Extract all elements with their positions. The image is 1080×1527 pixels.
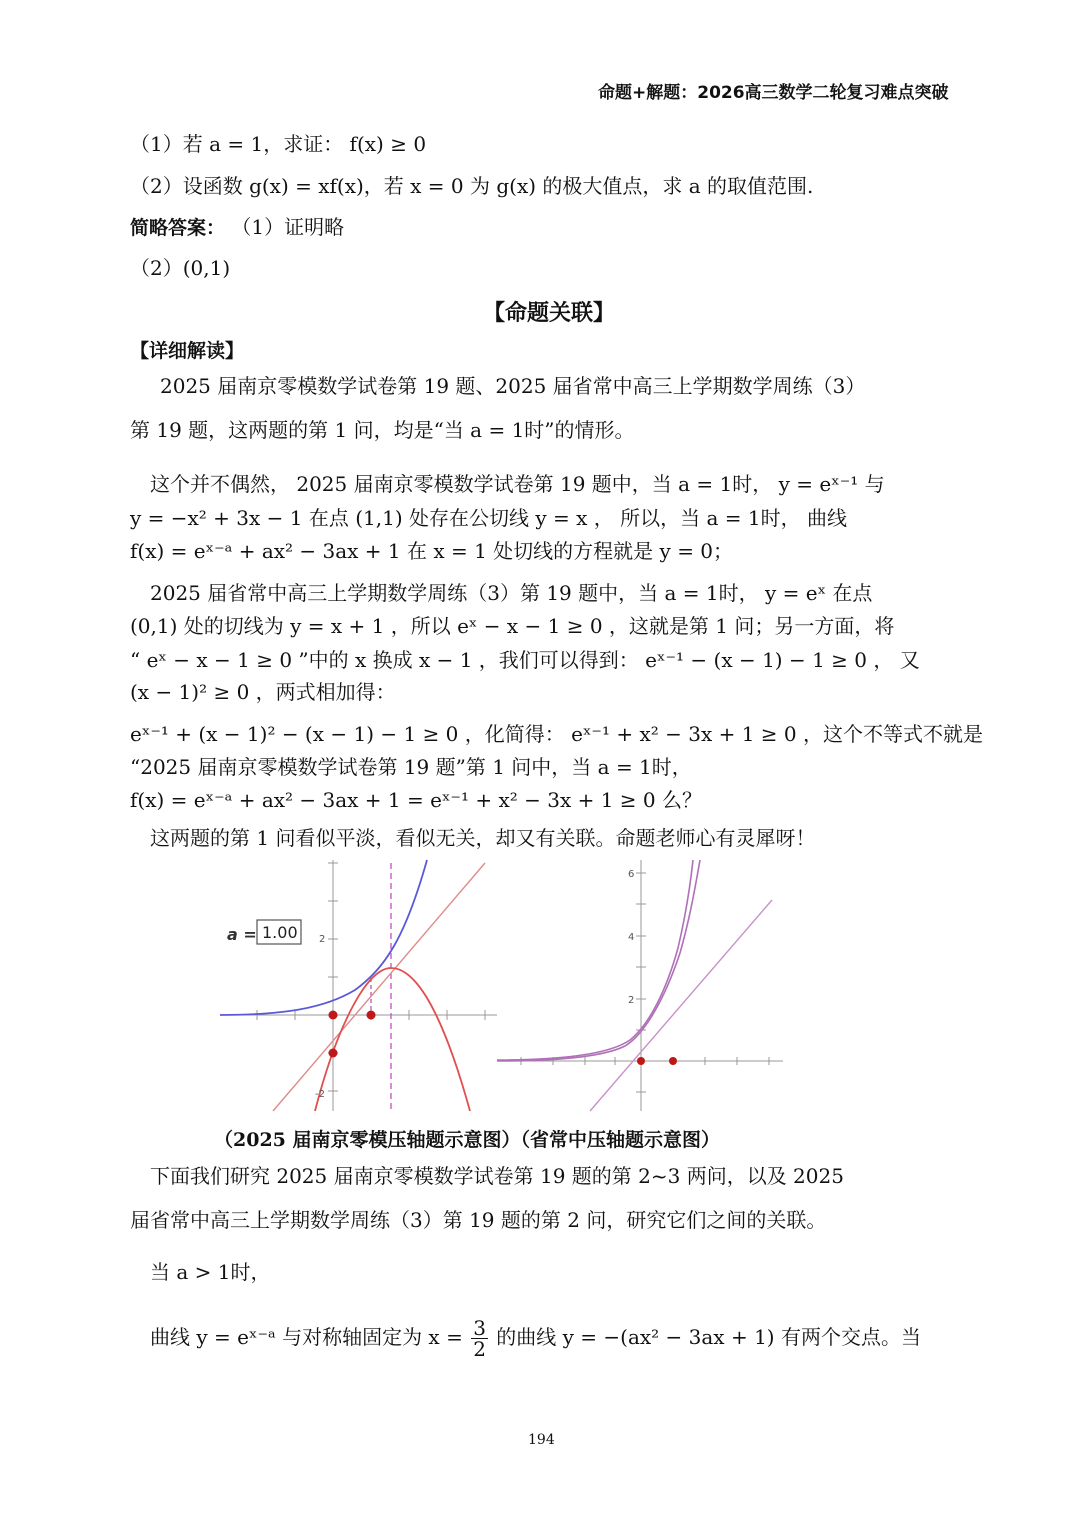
p2-line2: y = −x² + 3x − 1 在点 (1,1) 处存在公切线 y = x ， 所以，当 a = 1时， 曲线 [130,506,847,530]
p8-fraction-den: 2 [473,1337,486,1361]
fig1-tangent-line [273,863,485,1111]
question-1: （1）若 a = 1，求证： f(x) ≥ 0 [130,132,427,156]
p8-fraction [471,1318,488,1359]
p5: 这两题的第 1 问看似平淡，看似无关，却又有关联。命题老师心有灵犀呀！ [150,826,816,850]
page-header: 命题+解题：2026高三数学二轮复习难点突破 [598,83,949,103]
fig2-point-x [669,1057,677,1065]
p6-line1: 下面我们研究 2025 届南京零模数学试卷第 19 题的第 2~3 两问，以及 2025 [150,1164,844,1188]
p3-line4: (x − 1)² ≥ 0 ，两式相加得： [130,680,396,704]
fig1-point-x [367,1011,376,1020]
p8-pre: 曲线 y = eˣ⁻ᵃ 与对称轴固定为 x = [150,1325,463,1349]
section-title: 【命题关联】 [483,301,616,326]
p7: 当 a > 1时， [150,1260,271,1284]
p8-post: 的曲线 y = −(ax² − 3ax + 1) 有两个交点。当 [496,1325,921,1349]
fig2-tick-label-6: 6 [628,869,635,880]
fig2-tick-label-2: 2 [628,995,635,1006]
p1-line1: 2025 届南京零模数学试卷第 19 题、2025 届省常中高三上学期数学周练（3） [160,374,866,398]
fig1-tick-label-2: 2 [319,934,326,945]
answer-part1: （1）证明略 [231,215,345,239]
p6-line2: 届省常中高三上学期数学周练（3）第 19 题的第 2 问，研究它们之间的关联。 [130,1208,827,1232]
figure-caption: （2025 届南京零模压轴题示意图）（省常中压轴题示意图） [214,1129,720,1151]
fig2-exp-curve-2 [497,860,693,1060]
sub-title: 【详细解读】 [130,340,245,362]
fig1-slider-value: 1.00 [262,923,298,942]
p8 [150,1312,921,1362]
fig1-parabola-curve [315,968,470,1111]
question-2: （2）设函数 g(x) = xf(x)，若 x = 0 为 g(x) 的极大值点，求 a 的取值范围. [130,174,814,198]
page-number: 194 [528,1432,555,1448]
fig2-exp-curve-1 [497,860,700,1061]
fig2-axes [497,860,783,1111]
p8-fraction-num: 3 [473,1316,486,1340]
fig1-slider-label: a = [227,925,257,944]
p2-line3: f(x) = eˣ⁻ᵃ + ax² − 3ax + 1 在 x = 1 处切线的方程就是 y = 0； [130,539,734,563]
fig1-tick-label-neg2: -2 [315,1089,325,1100]
p3-line2: (0,1) 处的切线为 y = x + 1 ，所以 eˣ − x − 1 ≥ 0 ，这就是第 1 问；另一方面，将 [130,614,895,638]
fig2-tick-label-4: 4 [628,932,635,943]
p3-line3: “ eˣ − x − 1 ≥ 0 ”中的 x 换成 x − 1 ，我们可以得到： eˣ⁻¹ − (x − 1) − 1 ≥ 0 ， 又 [130,648,920,672]
p4-line2: “2025 届南京零模数学试卷第 19 题”第 1 问中，当 a = 1时， [130,755,692,779]
p1-line2: 第 19 题，这两题的第 1 问，均是“当 a = 1时”的情形。 [130,418,635,442]
answer-part2: （2）(0,1) [130,256,231,280]
fig1-point-y [329,1049,338,1058]
answer-block [130,213,344,242]
answer-label: 简略答案： [130,217,226,239]
fig1-point-origin [329,1011,338,1020]
figure-nanjing [215,858,500,1113]
p4-line1: eˣ⁻¹ + (x − 1)² − (x − 1) − 1 ≥ 0 ，化简得： eˣ⁻¹ + x² − 3x + 1 ≥ 0 ，这个不等式不就是 [130,722,984,746]
p3-line1: 2025 届省常中高三上学期数学周练（3）第 19 题中，当 a = 1时， y = eˣ 在点 [150,581,873,605]
figure-changzhou [495,858,785,1113]
p4-line3: f(x) = eˣ⁻ᵃ + ax² − 3ax + 1 = eˣ⁻¹ + x² − 3x + 1 ≥ 0 么？ [130,788,702,812]
fig2-point-origin [637,1057,645,1065]
p2-line1: 这个并不偶然， 2025 届南京零模数学试卷第 19 题中，当 a = 1时， y = eˣ⁻¹ 与 [150,472,885,496]
